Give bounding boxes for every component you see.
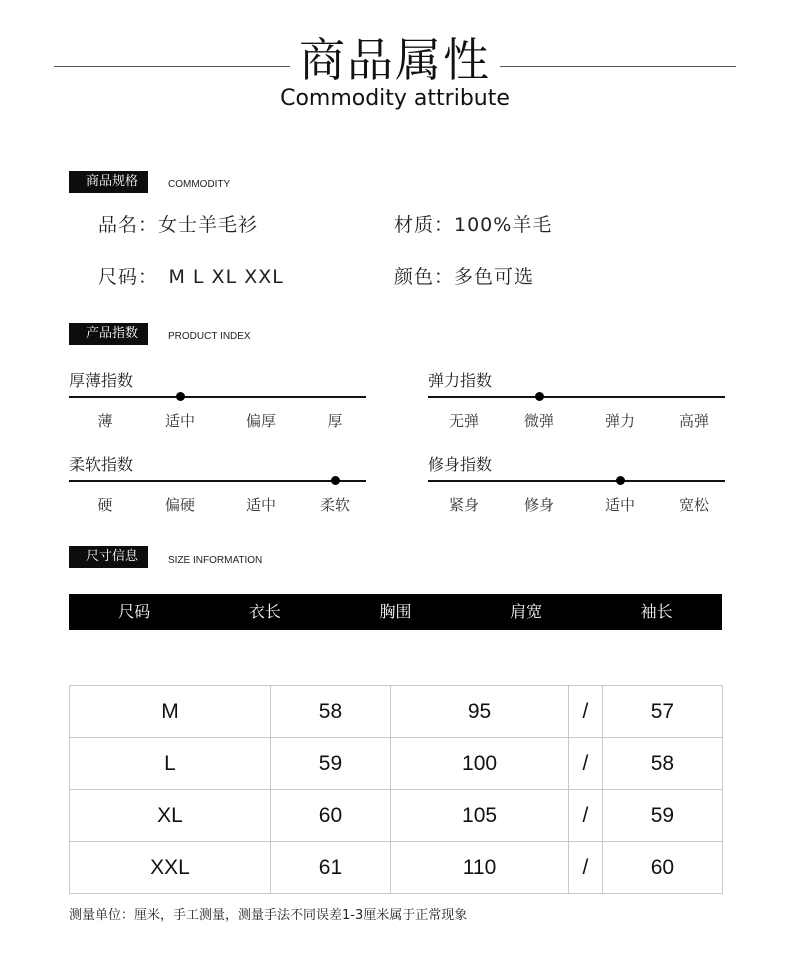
spec-color: 颜色：多色可选 — [394, 266, 535, 288]
table-cell: 57 — [602, 686, 722, 738]
table-cell: L — [70, 738, 271, 790]
index-scale-label: 宽松 — [678, 496, 709, 514]
table-cell: / — [568, 686, 602, 738]
index-scale-label: 适中 — [164, 412, 195, 430]
size-col-header: 尺码 — [118, 602, 151, 621]
table-cell: XL — [70, 790, 271, 842]
index-scale-label: 厚 — [327, 412, 343, 430]
section-tag-size-en: SIZE INFORMATION — [168, 555, 263, 566]
index-scale-marker — [616, 476, 625, 485]
index-scale-line — [69, 396, 366, 398]
table-cell: / — [568, 842, 602, 894]
index-scale-label: 微弹 — [523, 412, 554, 430]
table-cell: 59 — [602, 790, 722, 842]
index-scale-label: 紧身 — [448, 496, 479, 514]
index-scale-title: 厚薄指数 — [69, 371, 134, 390]
measurement-note: 测量单位：厘米，手工测量，测量手法不同误差1-3厘米属于正常现象 — [69, 908, 468, 923]
table-cell: 60 — [270, 790, 390, 842]
index-scale-label: 偏硬 — [164, 496, 195, 514]
index-scale-label: 无弹 — [448, 412, 479, 430]
section-tag-spec-en: COMMODITY — [168, 179, 231, 190]
size-table-header — [69, 594, 722, 630]
table-cell: 58 — [270, 686, 390, 738]
table-cell: XXL — [70, 842, 271, 894]
index-scale-title: 弹力指数 — [428, 371, 493, 390]
page-title: 商品属性 — [299, 33, 491, 87]
index-scale-label: 薄 — [97, 412, 113, 430]
size-col-header: 衣长 — [248, 602, 281, 621]
table-row — [70, 738, 723, 790]
index-scale-label: 适中 — [604, 496, 635, 514]
size-col-header: 肩宽 — [510, 602, 543, 621]
table-cell: / — [568, 738, 602, 790]
section-tag-index: 产品指数 — [69, 323, 148, 345]
index-scale-title: 修身指数 — [428, 455, 493, 474]
table-row — [70, 790, 723, 842]
index-scale-label: 硬 — [97, 496, 113, 514]
spec-size: 尺码： M L XL XXL — [98, 266, 284, 288]
index-scale-label: 修身 — [523, 496, 554, 514]
table-row — [70, 842, 723, 894]
table-cell: 95 — [391, 686, 569, 738]
index-scale-title: 柔软指数 — [69, 455, 134, 474]
index-scale-line — [428, 396, 725, 398]
spec-product-name: 品名：女士羊毛衫 — [98, 214, 259, 236]
page-subtitle: Commodity attribute — [280, 86, 510, 111]
table-cell: 61 — [270, 842, 390, 894]
table-cell: 105 — [391, 790, 569, 842]
table-row — [70, 686, 723, 738]
index-scale-marker — [331, 476, 340, 485]
spec-material: 材质：100%羊毛 — [394, 214, 553, 236]
table-cell: 58 — [602, 738, 722, 790]
table-cell: 100 — [391, 738, 569, 790]
section-tag-index-en: PRODUCT INDEX — [168, 331, 251, 342]
index-scale-marker — [535, 392, 544, 401]
size-table — [69, 685, 723, 894]
index-scale-line — [428, 480, 725, 482]
index-scale-label: 适中 — [245, 496, 276, 514]
index-scale-line — [69, 480, 366, 482]
table-cell: / — [568, 790, 602, 842]
index-scale-label: 偏厚 — [245, 412, 276, 430]
table-cell: 60 — [602, 842, 722, 894]
section-tag-spec: 商品规格 — [69, 171, 148, 193]
index-scale-label: 高弹 — [678, 412, 709, 430]
section-tag-size: 尺寸信息 — [69, 546, 148, 568]
size-col-header: 胸围 — [379, 602, 412, 621]
table-cell: 110 — [391, 842, 569, 894]
size-col-header: 袖长 — [640, 602, 673, 621]
index-scale-label: 柔软 — [319, 496, 350, 514]
table-cell: M — [70, 686, 271, 738]
index-scale-marker — [176, 392, 185, 401]
table-cell: 59 — [270, 738, 390, 790]
index-scale-label: 弹力 — [604, 412, 635, 430]
